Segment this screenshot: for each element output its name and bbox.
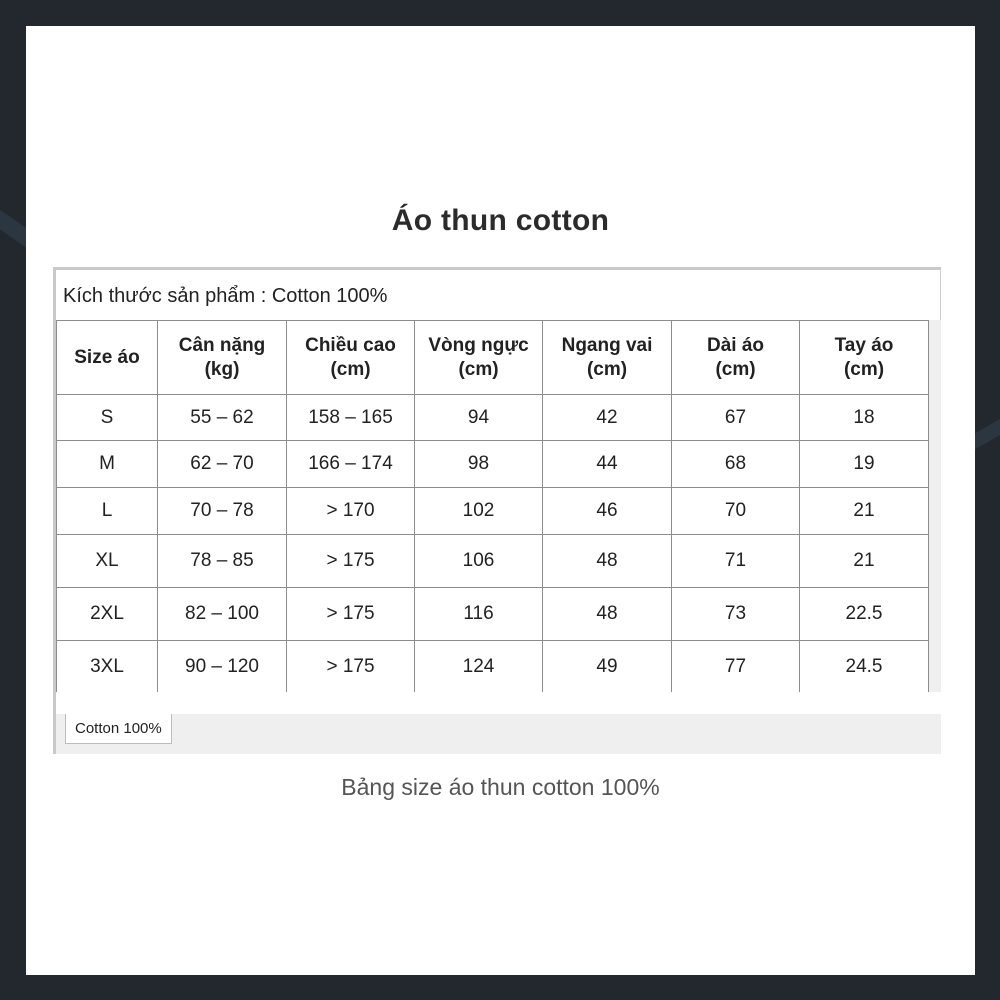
table-cell: 82 – 100 <box>158 588 287 641</box>
table-cell: 116 <box>415 588 543 641</box>
table-row <box>57 535 929 588</box>
table-cell: 44 <box>543 441 672 488</box>
table-row <box>57 395 929 441</box>
spreadsheet-panel <box>53 267 941 754</box>
table-cell: 106 <box>415 535 543 588</box>
header-weight: Cân nặng (kg) <box>158 321 287 395</box>
table-cell: > 175 <box>287 535 415 588</box>
table-cell: 22.5 <box>800 588 929 641</box>
table-cell: 62 – 70 <box>158 441 287 488</box>
header-shoulder: Ngang vai (cm) <box>543 321 672 395</box>
table-cell: 42 <box>543 395 672 441</box>
page-title: Áo thun cotton <box>391 204 610 237</box>
table-cell: 166 – 174 <box>287 441 415 488</box>
table-cell: 77 <box>672 641 800 693</box>
table-cell: 68 <box>672 441 800 488</box>
table-cell: 71 <box>672 535 800 588</box>
table-cell: > 170 <box>287 488 415 535</box>
table-cell: 46 <box>543 488 672 535</box>
header-sleeve: Tay áo (cm) <box>800 321 929 395</box>
table-cell: 78 – 85 <box>158 535 287 588</box>
table-cell: 24.5 <box>800 641 929 693</box>
table-cell: 73 <box>672 588 800 641</box>
table-cell: 48 <box>543 535 672 588</box>
sheet-caption: Kích thước sản phẩm : Cotton 100% <box>63 285 388 307</box>
sheet-tab-cotton[interactable]: Cotton 100% <box>65 714 172 744</box>
table-cell: L <box>57 488 158 535</box>
table-cell: S <box>57 395 158 441</box>
table-cell: 70 – 78 <box>158 488 287 535</box>
table-cell: 21 <box>800 535 929 588</box>
table-cell: 94 <box>415 395 543 441</box>
sheet-spacer <box>56 692 941 714</box>
table-cell: XL <box>57 535 158 588</box>
header-length: Dài áo (cm) <box>672 321 800 395</box>
table-cell: > 175 <box>287 588 415 641</box>
table-cell: M <box>57 441 158 488</box>
table-cell: 3XL <box>57 641 158 693</box>
table-cell: 70 <box>672 488 800 535</box>
table-cell: 102 <box>415 488 543 535</box>
header-height: Chiều cao (cm) <box>287 321 415 395</box>
table-cell: > 175 <box>287 641 415 693</box>
table-row <box>57 588 929 641</box>
sheet-header <box>56 270 941 320</box>
table-row <box>57 441 929 488</box>
size-table <box>56 320 929 693</box>
header-chest: Vòng ngực (cm) <box>415 321 543 395</box>
table-cell: 90 – 120 <box>158 641 287 693</box>
table-row <box>57 488 929 535</box>
image-caption: Bảng size áo thun cotton 100% <box>341 774 660 800</box>
table-header-row <box>57 321 929 395</box>
table-cell: 19 <box>800 441 929 488</box>
table-cell: 48 <box>543 588 672 641</box>
table-cell: 2XL <box>57 588 158 641</box>
header-size: Size áo <box>57 321 158 395</box>
table-cell: 67 <box>672 395 800 441</box>
table-cell: 21 <box>800 488 929 535</box>
table-row <box>57 641 929 693</box>
table-cell: 124 <box>415 641 543 693</box>
table-cell: 158 – 165 <box>287 395 415 441</box>
table-cell: 49 <box>543 641 672 693</box>
table-cell: 55 – 62 <box>158 395 287 441</box>
table-cell: 98 <box>415 441 543 488</box>
table-cell: 18 <box>800 395 929 441</box>
image-card <box>26 26 975 975</box>
